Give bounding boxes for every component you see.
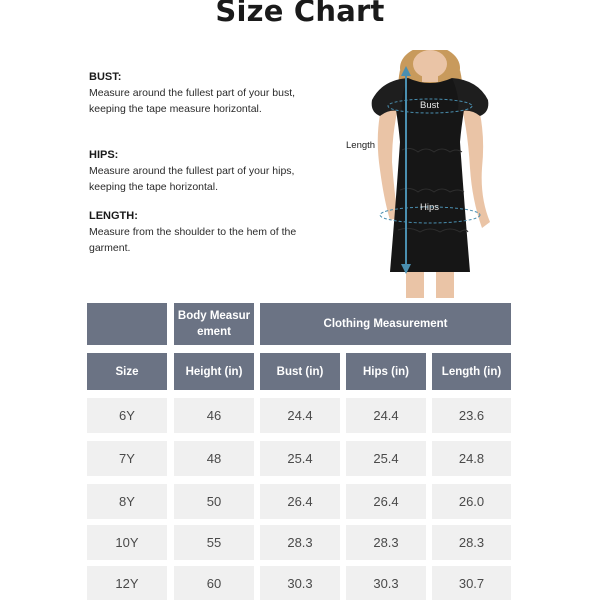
bust-guide bbox=[89, 71, 319, 117]
table-cell: 10Y bbox=[87, 525, 167, 560]
hips-heading: HIPS: bbox=[89, 149, 119, 161]
column-header-bust: Bust (in) bbox=[260, 353, 340, 390]
table-cell: 28.3 bbox=[346, 525, 426, 560]
length-label: Length bbox=[346, 140, 376, 151]
table-cell: 30.7 bbox=[432, 566, 511, 600]
column-header-height: Height (in) bbox=[174, 353, 254, 390]
table-cell: 24.8 bbox=[432, 441, 511, 476]
table-cell: 12Y bbox=[87, 566, 167, 600]
table-cell: 25.4 bbox=[260, 441, 340, 476]
column-header-hips: Hips (in) bbox=[346, 353, 426, 390]
right-arm bbox=[462, 98, 490, 228]
length-guide bbox=[89, 210, 319, 256]
table-cell: 28.3 bbox=[260, 525, 340, 560]
length-heading: LENGTH: bbox=[89, 210, 138, 222]
table-cell: 30.3 bbox=[260, 566, 340, 600]
blank-header-cell bbox=[87, 303, 167, 345]
table-cell: 24.4 bbox=[346, 398, 426, 433]
dress-model-image bbox=[340, 50, 520, 298]
bust-heading: BUST: bbox=[89, 71, 122, 83]
column-header-size: Size bbox=[87, 353, 167, 390]
table-cell: 55 bbox=[174, 525, 254, 560]
table-cell: 26.0 bbox=[432, 484, 511, 519]
hips-label: Hips bbox=[420, 202, 440, 213]
table-cell: 23.6 bbox=[432, 398, 511, 433]
body-measurement-header: Body Measur ement bbox=[174, 303, 254, 345]
table-cell: 26.4 bbox=[346, 484, 426, 519]
left-arm bbox=[378, 98, 398, 220]
dress-figure bbox=[340, 50, 520, 298]
clothing-measurement-header: Clothing Measurement bbox=[260, 303, 511, 345]
table-cell: 26.4 bbox=[260, 484, 340, 519]
table-cell: 6Y bbox=[87, 398, 167, 433]
table-cell: 24.4 bbox=[260, 398, 340, 433]
right-leg bbox=[436, 270, 454, 298]
left-leg bbox=[406, 270, 424, 298]
table-cell: 30.3 bbox=[346, 566, 426, 600]
hips-instructions: Measure around the fullest part of your hips, keeping the tape horizontal. bbox=[89, 165, 295, 193]
table-cell: 50 bbox=[174, 484, 254, 519]
bust-label: Bust bbox=[420, 100, 440, 111]
bust-instructions: Measure around the fullest part of your bust, keeping the tape measure horizontal. bbox=[89, 87, 296, 115]
table-cell: 25.4 bbox=[346, 441, 426, 476]
hips-guide bbox=[89, 149, 319, 195]
table-cell: 7Y bbox=[87, 441, 167, 476]
table-cell: 46 bbox=[174, 398, 254, 433]
length-instructions: Measure from the shoulder to the hem of the garment. bbox=[89, 226, 297, 254]
page-title: Size Chart bbox=[215, 0, 385, 28]
table-cell: 60 bbox=[174, 566, 254, 600]
table-cell: 28.3 bbox=[432, 525, 511, 560]
column-header-length: Length (in) bbox=[432, 353, 511, 390]
table-cell: 8Y bbox=[87, 484, 167, 519]
table-cell: 48 bbox=[174, 441, 254, 476]
